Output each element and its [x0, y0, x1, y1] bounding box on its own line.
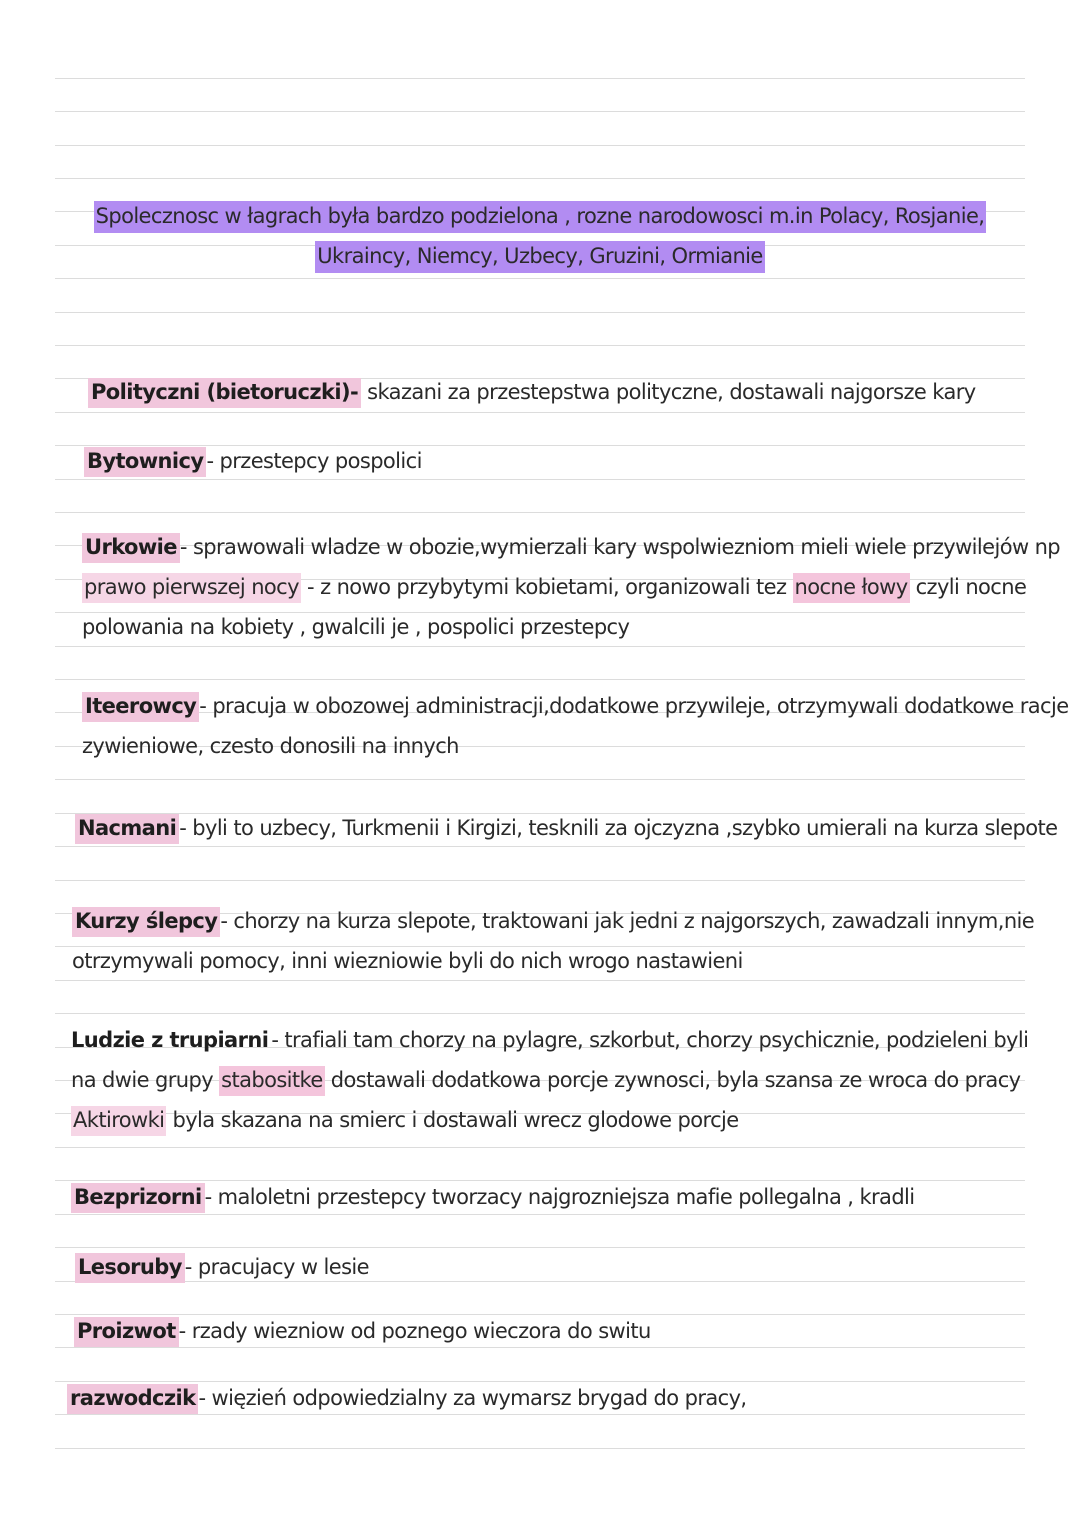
term-polityczni: Polityczni (bietoruczki)-: [88, 378, 361, 408]
ruled-line: [55, 178, 1025, 179]
definition-trupiarnia-line-3: byla skazana na smierc i dostawali wrecz glodowe porcje: [166, 1108, 739, 1132]
ruled-line: [55, 111, 1025, 112]
term-urkowie: Urkowie: [82, 533, 180, 563]
definition-iteerowcy-line-1: - pracuja w obozowej administracji,dodatkowe przywileje, otrzymywali dodatkowe racje: [199, 694, 1069, 718]
entry-iteerowcy: [82, 686, 1069, 766]
entry-proizwot: [74, 1311, 651, 1351]
highlight-aktirowki: Aktirowki: [71, 1106, 166, 1136]
intro-line-1: Spolecznosc w łagrach była bardzo podzielona , rozne narodowosci m.in Polacy, Rosjanie,: [94, 201, 987, 233]
entry-razwodczik: [67, 1378, 747, 1418]
ruled-line: [55, 345, 1025, 346]
term-trupiarnia: Ludzie z trupiarni: [71, 1028, 269, 1052]
definition-trupiarnia-line-2b: dostawali dodatkowa porcje zywnosci, byla szansa ze wroca do pracy: [324, 1068, 1021, 1092]
definition-iteerowcy-line-2: zywieniowe, czesto donosili na innych: [82, 734, 459, 758]
entry-nacmani: [75, 808, 1057, 848]
term-iteerowcy: Iteerowcy: [82, 692, 199, 722]
ruled-line: [55, 512, 1025, 513]
definition-razwodczik: - więzień odpowiedzialny za wymarsz brygad do pracy,: [198, 1386, 747, 1410]
term-nacmani: Nacmani: [75, 814, 179, 844]
definition-trupiarnia-line-1: - trafiali tam chorzy na pylagre, szkorbut, chorzy psychicznie, podzieleni byli: [271, 1028, 1029, 1052]
entry-urkowie: [82, 527, 1060, 647]
term-kurzy-slepcy: Kurzy ślepcy: [72, 907, 220, 937]
entry-lesoruby: [75, 1247, 369, 1287]
term-bytownicy: Bytownicy: [84, 447, 206, 477]
ruled-line: [55, 312, 1025, 313]
entry-bezprizorni: [71, 1177, 915, 1217]
highlight-stabositke: stabositke: [219, 1066, 325, 1096]
ruled-line: [55, 78, 1025, 79]
ruled-line: [55, 145, 1025, 146]
definition-urkowie-line-3: polowania na kobiety , gwalcili je , pospolici przestepcy: [82, 615, 630, 639]
definition-urkowie-line-1: - sprawowali wladze w obozie,wymierzali kary wspolwiezniom mieli wiele przywilejów np: [179, 535, 1061, 559]
intro-paragraph: [60, 196, 1020, 276]
ruled-line: [55, 278, 1025, 279]
ruled-line: [55, 1448, 1025, 1449]
highlight-nocne-lowy: nocne łowy: [793, 573, 910, 603]
term-lesoruby: Lesoruby: [75, 1253, 185, 1283]
ruled-line: [55, 880, 1025, 881]
entry-trupiarnia: [71, 1020, 1028, 1140]
intro-line-2: Ukraincy, Niemcy, Uzbecy, Gruzini, Ormianie: [315, 241, 765, 273]
ruled-line: [55, 412, 1025, 413]
definition-bytownicy: - przestepcy pospolici: [206, 449, 422, 473]
ruled-line: [55, 1147, 1025, 1148]
definition-proizwot: - rzady wiezniow od poznego wieczora do switu: [178, 1319, 651, 1343]
definition-nacmani: - byli to uzbecy, Turkmenii i Kirgizi, tesknili za ojczyzna ,szybko umierali na kurza slepote: [179, 816, 1058, 840]
ruled-line: [55, 679, 1025, 680]
definition-kurzy-line-1: - chorzy na kurza slepote, traktowani jak jedni z najgorszych, zawadzali innym,nie: [220, 909, 1035, 933]
term-razwodczik: razwodczik: [67, 1384, 198, 1414]
definition-bezprizorni: - maloletni przestepcy tworzacy najgrozniejsza mafie pollegalna , kradli: [204, 1185, 915, 1209]
entry-polityczni: [88, 372, 976, 412]
definition-trupiarnia-line-2a: na dwie grupy: [71, 1068, 220, 1092]
highlight-prawo-pierwszej-nocy: prawo pierwszej nocy: [82, 573, 301, 603]
definition-urkowie-line-2a: - z nowo przybytymi kobietami, organizowali tez: [300, 575, 793, 599]
term-bezprizorni: Bezprizorni: [71, 1183, 205, 1213]
definition-lesoruby: - pracujacy w lesie: [184, 1255, 369, 1279]
ruled-line: [55, 1013, 1025, 1014]
definition-polityczni: skazani za przestepstwa polityczne, dostawali najgorsze kary: [361, 380, 976, 404]
term-proizwot: Proizwot: [74, 1317, 179, 1347]
entry-kurzy-slepcy: [72, 901, 1034, 981]
entry-bytownicy: [84, 441, 422, 481]
definition-kurzy-line-2: otrzymywali pomocy, inni wiezniowie byli do nich wrogo nastawieni: [72, 949, 743, 973]
ruled-line: [55, 779, 1025, 780]
definition-urkowie-line-2b: czyli nocne: [909, 575, 1027, 599]
